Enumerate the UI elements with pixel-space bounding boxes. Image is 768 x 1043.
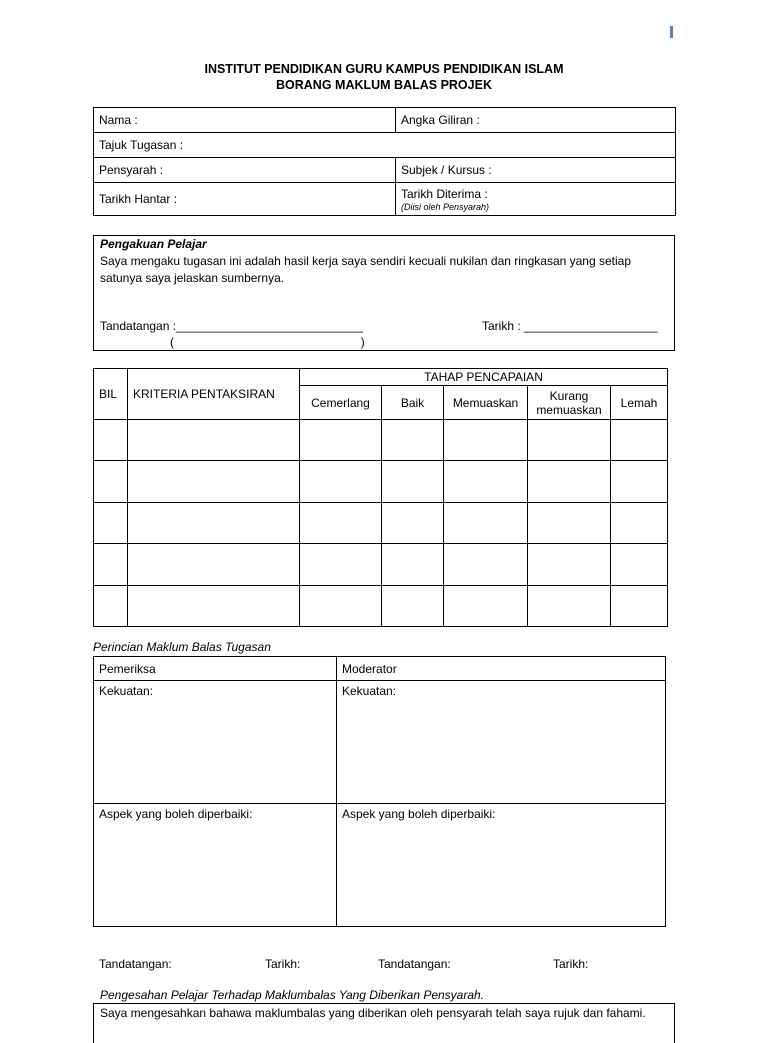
tarikh-diterima-label: Tarikh Diterima :: [401, 186, 488, 201]
bil-cell[interactable]: [94, 461, 128, 503]
level-memuaskan: Memuaskan: [444, 386, 528, 420]
moderator-signature-label: Tandatangan:: [378, 957, 451, 971]
bil-header: BIL: [94, 369, 128, 420]
score-cell[interactable]: [528, 544, 611, 586]
nama-field[interactable]: Nama :: [94, 108, 396, 133]
score-cell[interactable]: [382, 420, 444, 461]
score-cell[interactable]: [444, 544, 528, 586]
pemeriksa-signature-label: Tandatangan:: [99, 957, 172, 971]
angka-giliran-field[interactable]: Angka Giliran :: [396, 108, 676, 133]
declaration-name-bracket[interactable]: ( ): [170, 335, 365, 349]
level-cemerlang: Cemerlang: [300, 386, 382, 420]
aspek-label: Aspek yang boleh diperbaiki:: [342, 807, 496, 821]
score-cell[interactable]: [300, 503, 382, 544]
declaration-text: Saya mengaku tugasan ini adalah hasil kerja saya sendiri kecuali nukilan dan ringkasan yang setiap satunya saya jelaskan sumbernya.: [100, 254, 631, 285]
score-cell[interactable]: [528, 461, 611, 503]
confirmation-box: [93, 1003, 675, 1043]
aspek-label: Aspek yang boleh diperbaiki:: [99, 807, 253, 821]
table-row: [94, 503, 668, 544]
feedback-table: [93, 656, 666, 927]
score-cell[interactable]: [382, 503, 444, 544]
bil-cell[interactable]: [94, 420, 128, 461]
score-cell[interactable]: [300, 544, 382, 586]
pemeriksa-date-label: Tarikh:: [265, 957, 301, 971]
tahap-pencapaian-header: TAHAP PENCAPAIAN: [300, 369, 668, 386]
institute-title: INSTITUT PENDIDIKAN GURU KAMPUS PENDIDIKAN ISLAM: [204, 62, 564, 76]
moderator-header: Moderator: [337, 657, 666, 681]
moderator-date-label: Tarikh:: [553, 957, 589, 971]
bil-cell[interactable]: [94, 503, 128, 544]
level-baik: Baik: [382, 386, 444, 420]
table-row: [94, 544, 668, 586]
table-row: [94, 420, 668, 461]
kriteria-cell[interactable]: [128, 461, 300, 503]
score-cell[interactable]: [444, 586, 528, 627]
score-cell[interactable]: [611, 586, 668, 627]
pemeriksa-aspek-cell[interactable]: [94, 804, 337, 927]
declaration-heading: Pengakuan Pelajar: [100, 237, 207, 251]
assessment-table: [93, 368, 668, 627]
pensyarah-field[interactable]: Pensyarah :: [94, 158, 396, 183]
subjek-kursus-field[interactable]: Subjek / Kursus :: [396, 158, 676, 183]
diisi-oleh-note: (Diisi oleh Pensyarah): [401, 201, 490, 212]
form-title: BORANG MAKLUM BALAS PROJEK: [276, 78, 492, 92]
pemeriksa-header: Pemeriksa: [94, 657, 337, 681]
table-row: [94, 461, 668, 503]
score-cell[interactable]: [300, 420, 382, 461]
score-cell[interactable]: [528, 586, 611, 627]
student-info-table: [93, 107, 676, 216]
score-cell[interactable]: [444, 420, 528, 461]
kriteria-cell[interactable]: [128, 544, 300, 586]
declaration-date-line[interactable]: Tarikh : ____________________: [482, 319, 658, 333]
score-cell[interactable]: [444, 503, 528, 544]
score-cell[interactable]: [611, 544, 668, 586]
confirmation-heading: Pengesahan Pelajar Terhadap Maklumbalas Yang Diberikan Pensyarah.: [100, 988, 485, 1002]
declaration-signature-line[interactable]: Tandatangan :____________________________: [100, 319, 363, 333]
tarikh-hantar-field[interactable]: Tarikh Hantar :: [94, 183, 396, 216]
confirmation-text: Saya mengesahkan bahawa maklumbalas yang diberikan oleh pensyarah telah saya rujuk dan fahami.: [100, 1006, 646, 1020]
kriteria-cell[interactable]: [128, 503, 300, 544]
page-marker: [670, 26, 673, 38]
table-row: [94, 586, 668, 627]
level-kurang-memuaskan: Kurang memuaskan: [528, 386, 611, 420]
kekuatan-label: Kekuatan:: [99, 684, 154, 698]
score-cell[interactable]: [611, 461, 668, 503]
score-cell[interactable]: [300, 461, 382, 503]
score-cell[interactable]: [611, 420, 668, 461]
feedback-heading: Perincian Maklum Balas Tugasan: [93, 640, 271, 654]
level-lemah: Lemah: [611, 386, 668, 420]
declaration-box: [93, 235, 675, 351]
tajuk-tugasan-field[interactable]: Tajuk Tugasan :: [94, 133, 676, 158]
moderator-kekuatan-cell[interactable]: [337, 681, 666, 804]
score-cell[interactable]: [382, 544, 444, 586]
score-cell[interactable]: [444, 461, 528, 503]
bil-cell[interactable]: [94, 544, 128, 586]
kriteria-cell[interactable]: [128, 420, 300, 461]
score-cell[interactable]: [528, 420, 611, 461]
score-cell[interactable]: [382, 586, 444, 627]
score-cell[interactable]: [528, 503, 611, 544]
moderator-aspek-cell[interactable]: [337, 804, 666, 927]
score-cell[interactable]: [611, 503, 668, 544]
bil-cell[interactable]: [94, 586, 128, 627]
tarikh-diterima-field[interactable]: [396, 183, 676, 216]
kekuatan-label: Kekuatan:: [342, 684, 397, 698]
pemeriksa-kekuatan-cell[interactable]: [94, 681, 337, 804]
kriteria-cell[interactable]: [128, 586, 300, 627]
score-cell[interactable]: [300, 586, 382, 627]
kriteria-header: KRITERIA PENTAKSIRAN: [128, 369, 300, 420]
score-cell[interactable]: [382, 461, 444, 503]
